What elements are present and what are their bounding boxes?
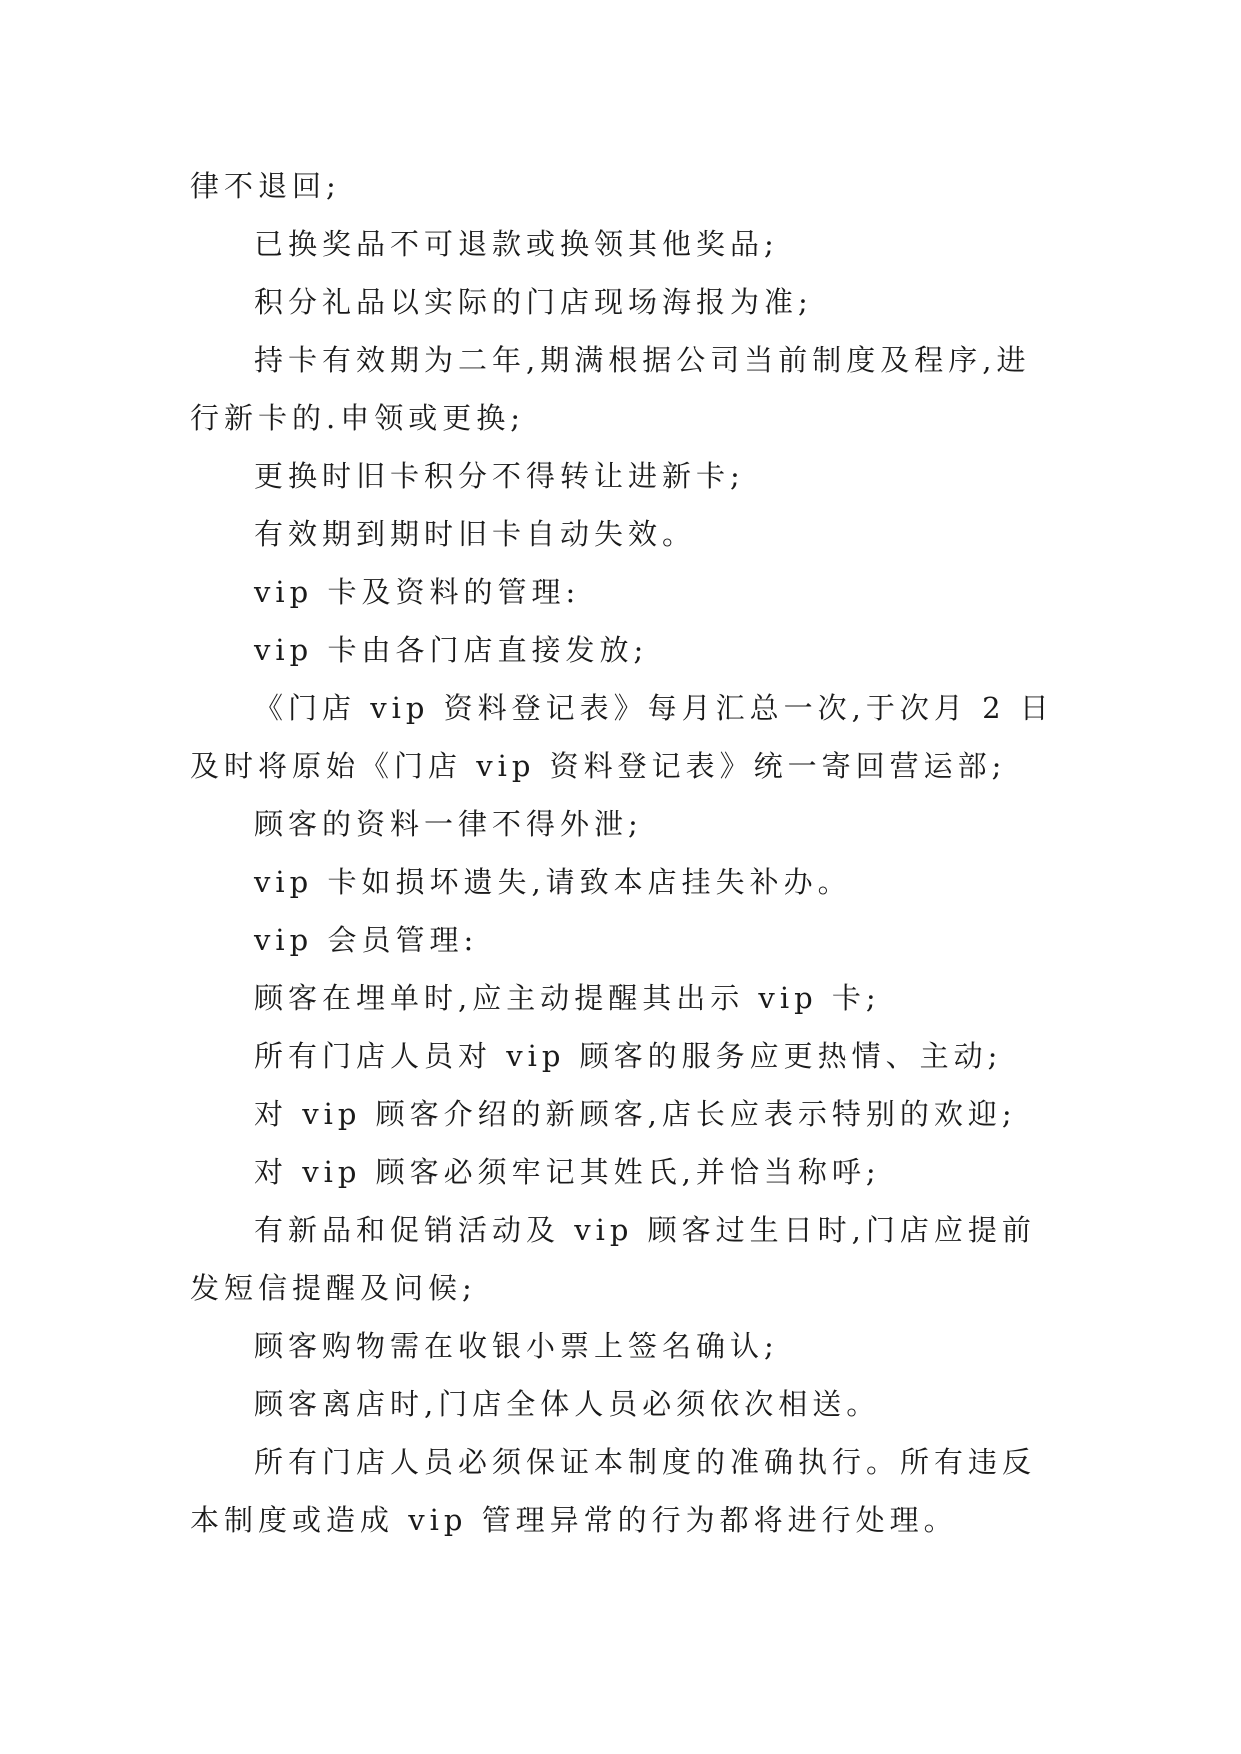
paragraph-8: vip 卡由各门店直接发放; — [254, 633, 649, 667]
document-body — [190, 157, 1060, 1549]
paragraph-18: 顾客购物需在收银小票上签名确认; — [254, 1329, 779, 1363]
paragraph-1: 律不退回; — [190, 169, 341, 203]
paragraph-3: 积分礼品以实际的门店现场海报为准; — [254, 285, 813, 319]
paragraph-6: 有效期到期时旧卡自动失效。 — [254, 517, 697, 551]
paragraph-4: 持卡有效期为二年,期满根据公司当前制度及程序,进行新卡的.申领或更换; — [190, 343, 1031, 435]
paragraph-11: vip 卡如损坏遗失,请致本店挂失补办。 — [254, 865, 852, 899]
paragraph-2: 已换奖品不可退款或换领其他奖品; — [254, 227, 779, 261]
paragraph-17: 有新品和促销活动及 vip 顾客过生日时,门店应提前发短信提醒及问候; — [190, 1213, 1036, 1305]
paragraph-5: 更换时旧卡积分不得转让进新卡; — [254, 459, 745, 493]
paragraph-20: 所有门店人员必须保证本制度的准确执行。所有违反本制度或造成 vip 管理异常的行为都将进行处理。 — [190, 1445, 1037, 1537]
paragraph-10: 顾客的资料一律不得外泄; — [254, 807, 643, 841]
section-heading-vip-member: vip 会员管理: — [254, 923, 479, 957]
section-heading-vip-card: vip 卡及资料的管理: — [254, 575, 581, 609]
paragraph-19: 顾客离店时,门店全体人员必须依次相送。 — [254, 1387, 881, 1421]
paragraph-14: 所有门店人员对 vip 顾客的服务应更热情、主动; — [254, 1039, 1003, 1073]
paragraph-13: 顾客在埋单时,应主动提醒其出示 vip 卡; — [254, 981, 881, 1015]
paragraph-16: 对 vip 顾客必须牢记其姓氏,并恰当称呼; — [254, 1155, 881, 1189]
paragraph-9: 《门店 vip 资料登记表》每月汇总一次,于次月 2 日及时将原始《门店 vip 资料登记表》统一寄回营运部; — [190, 691, 1054, 783]
paragraph-15: 对 vip 顾客介绍的新顾客,店长应表示特别的欢迎; — [254, 1097, 1017, 1131]
